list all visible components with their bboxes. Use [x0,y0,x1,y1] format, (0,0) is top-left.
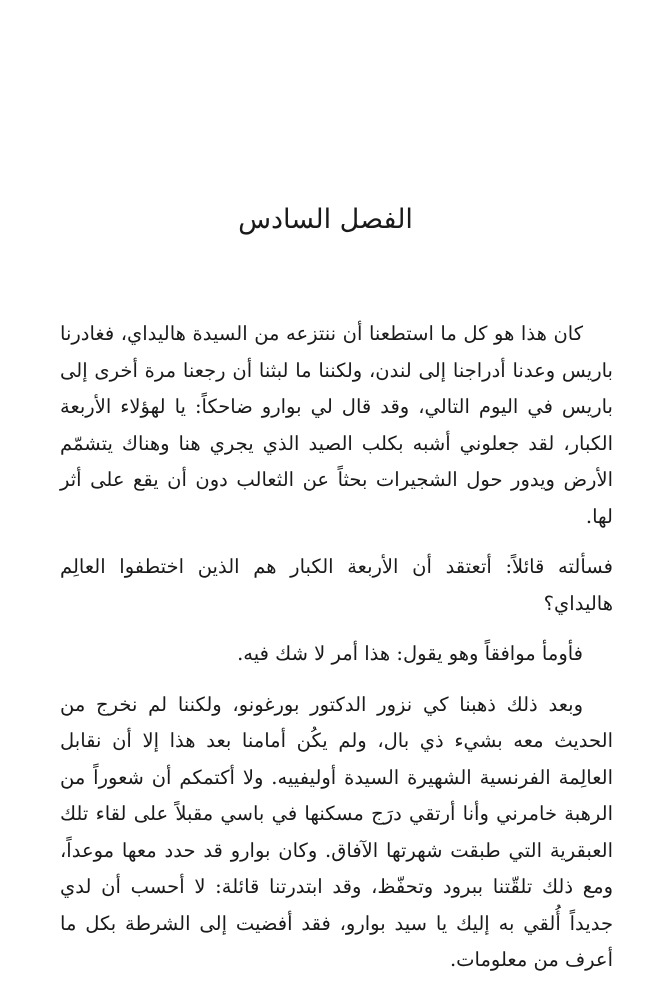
chapter-title: الفصل السادس [238,204,413,235]
chapter-body [60,316,613,993]
paragraph-1: كان هذا هو كل ما استطعنا أن ننتزعه من السيدة هاليداي، فغادرنا باريس وعدنا أدراجنا إلى لندن، ولكننا ما لبثنا أن رجعنا مرة أخرى إلى باريس في اليوم التالي، وقد قال لي بوارو ضاحكاً: يا لهؤلاء الأربعة الكبار، لقد جعلوني أشبه بكلب الصيد الذي يجري هنا وهناك يتشمّم الأرض ويدور حول الشجيرات بحثاً عن الثعالب دون أن يقع على أثر لها. [60,322,613,528]
paragraph-4: وبعد ذلك ذهبنا كي نزور الدكتور بورغونو، ولكننا لم نخرج من الحديث معه بشيء ذي بال، ولم يكُن أمامنا بعد هذا إلا أن نقابل العالِمة الفرنسية الشهيرة السيدة أوليفييه. ولا أكتمكم أن شعوراً من الرهبة خامرني وأنا أرتقي درَج مسكنها في باسي مقبلاً على لقاء تلك العبقرية التي طبقت شهرتها الآفاق. وكان بوارو قد حدد معها موعداً، ومع ذلك تلقّتنا ببرود وتحفّظ، وقد ابتدرتنا قائلة: لا أحسب أن لدي جديداً أُلقي به إليك يا سيد بوارو، فقد أفضيت إلى الشرطة بكل ما أعرف من معلومات. [60,692,613,971]
paragraph-3: فأومأ موافقاً وهو يقول: هذا أمر لا شك فيه. [237,642,583,665]
paragraph-2: فسألته قائلاً: أتعتقد أن الأربعة الكبار هم الذين اختطفوا العالِم هاليداي؟ [60,555,613,615]
